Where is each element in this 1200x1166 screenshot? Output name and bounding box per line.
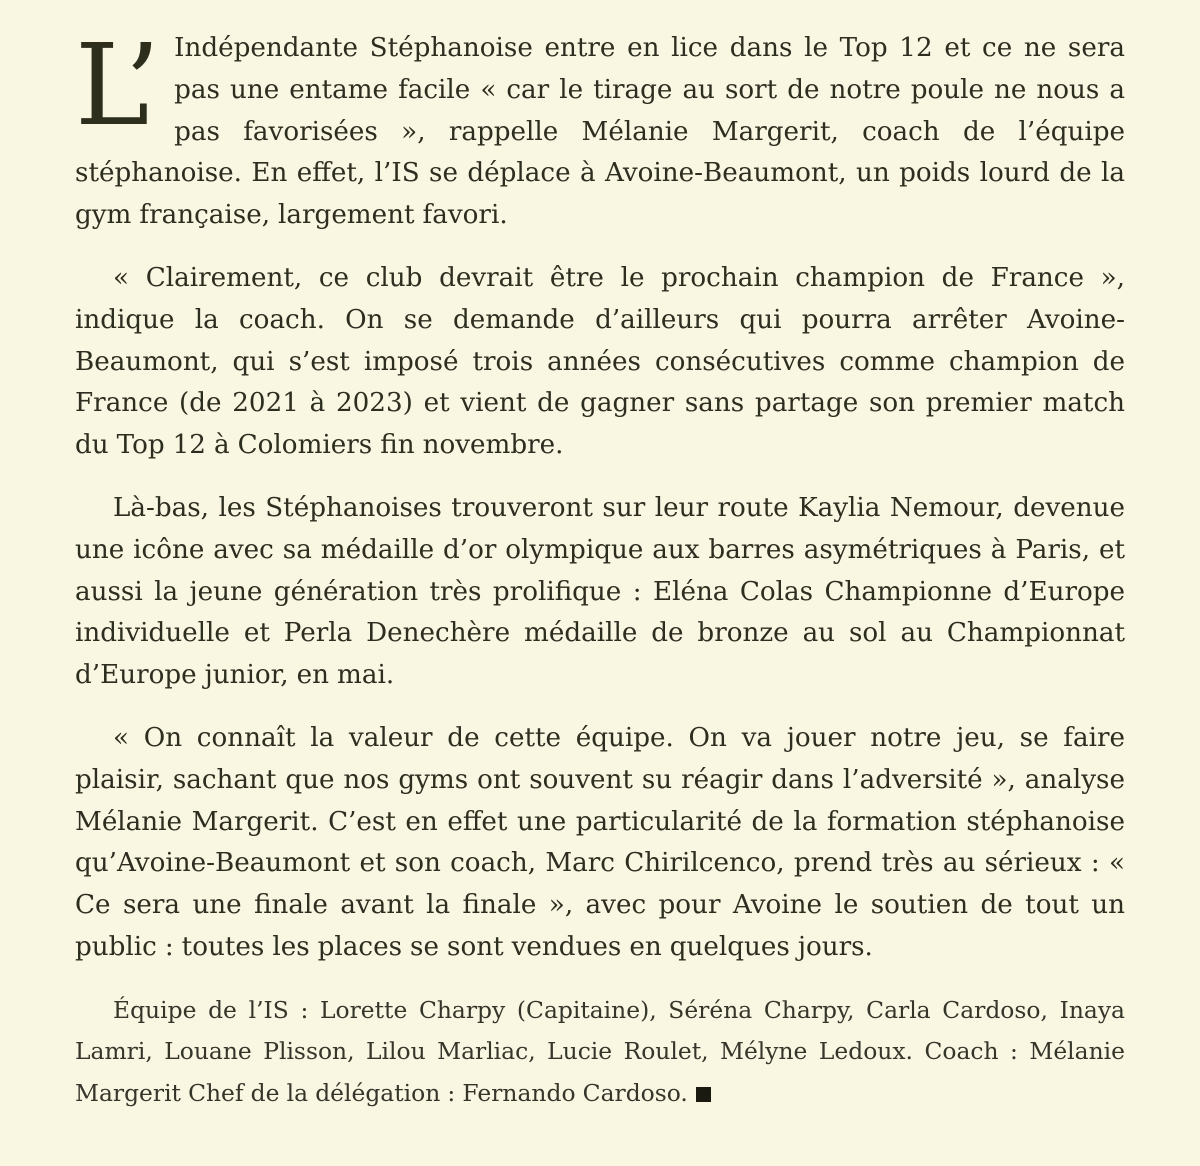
paragraph-3: Là-bas, les Stéphanoises trouveront sur leur route Kaylia Nemour, devenue une icône avec sa médaille d’or olympique aux barres asymétriques à Paris, et aussi la jeune génération très prolifique : Eléna Colas Championne d’Europe individuelle et Perla Denechère médaille de bronze au sol au Championnat d’Europe junior, en mai. xyxy=(75,492,1125,691)
paragraph-4: « On connaît la valeur de cette équipe. On va jouer notre jeu, se faire plaisir, sachant que nos gyms ont souvent su réagir dans l’adversité », analyse Mélanie Margerit. C’est en effet une particularité de la formation stéphanoise qu’Avoine-Beaumont et son coach, Marc Chirilcenco, prend très au sérieux : « Ce sera une finale avant la finale », avec pour Avoine le soutien de tout un public : toutes les places se sont vendues en quelques jours. xyxy=(75,722,1125,962)
team-lineup xyxy=(75,990,1125,1115)
end-of-article-square-icon xyxy=(696,1087,711,1102)
paragraph-1 xyxy=(75,21,1125,237)
article-body xyxy=(75,21,1125,1115)
paragraph-2: « Clairement, ce club devrait être le prochain champion de France », indique la coach. On se demande d’ailleurs qui pourra arrêter Avoine-Beaumont, qui s’est imposé trois années consécutives comme champion de France (de 2021 à 2023) et vient de gagner sans partage son premier match du Top 12 à Colomiers fin novembre. xyxy=(75,262,1125,461)
drop-cap: L’ xyxy=(75,21,163,151)
paragraph-1-text: Indépendante Stéphanoise entre en lice dans le Top 12 et ce ne sera pas une entame facile « car le tirage au sort de notre poule ne nous a pas favorisées », rappelle Mélanie Margerit, coach de l’équipe stéphanoise. En effet, l’IS se déplace à Avoine-Beaumont, un poids lourd de la gym française, largement favori. xyxy=(75,33,1125,231)
team-lineup-text: Équipe de l’IS : Lorette Charpy (Capitaine), Séréna Charpy, Carla Cardoso, Inaya Lamri, Louane Plisson, Lilou Marliac, Lucie Roulet, Mélyne Ledoux. Coach : Mélanie Margerit Chef de la délégation : Fernando Cardoso. xyxy=(75,995,1125,1107)
